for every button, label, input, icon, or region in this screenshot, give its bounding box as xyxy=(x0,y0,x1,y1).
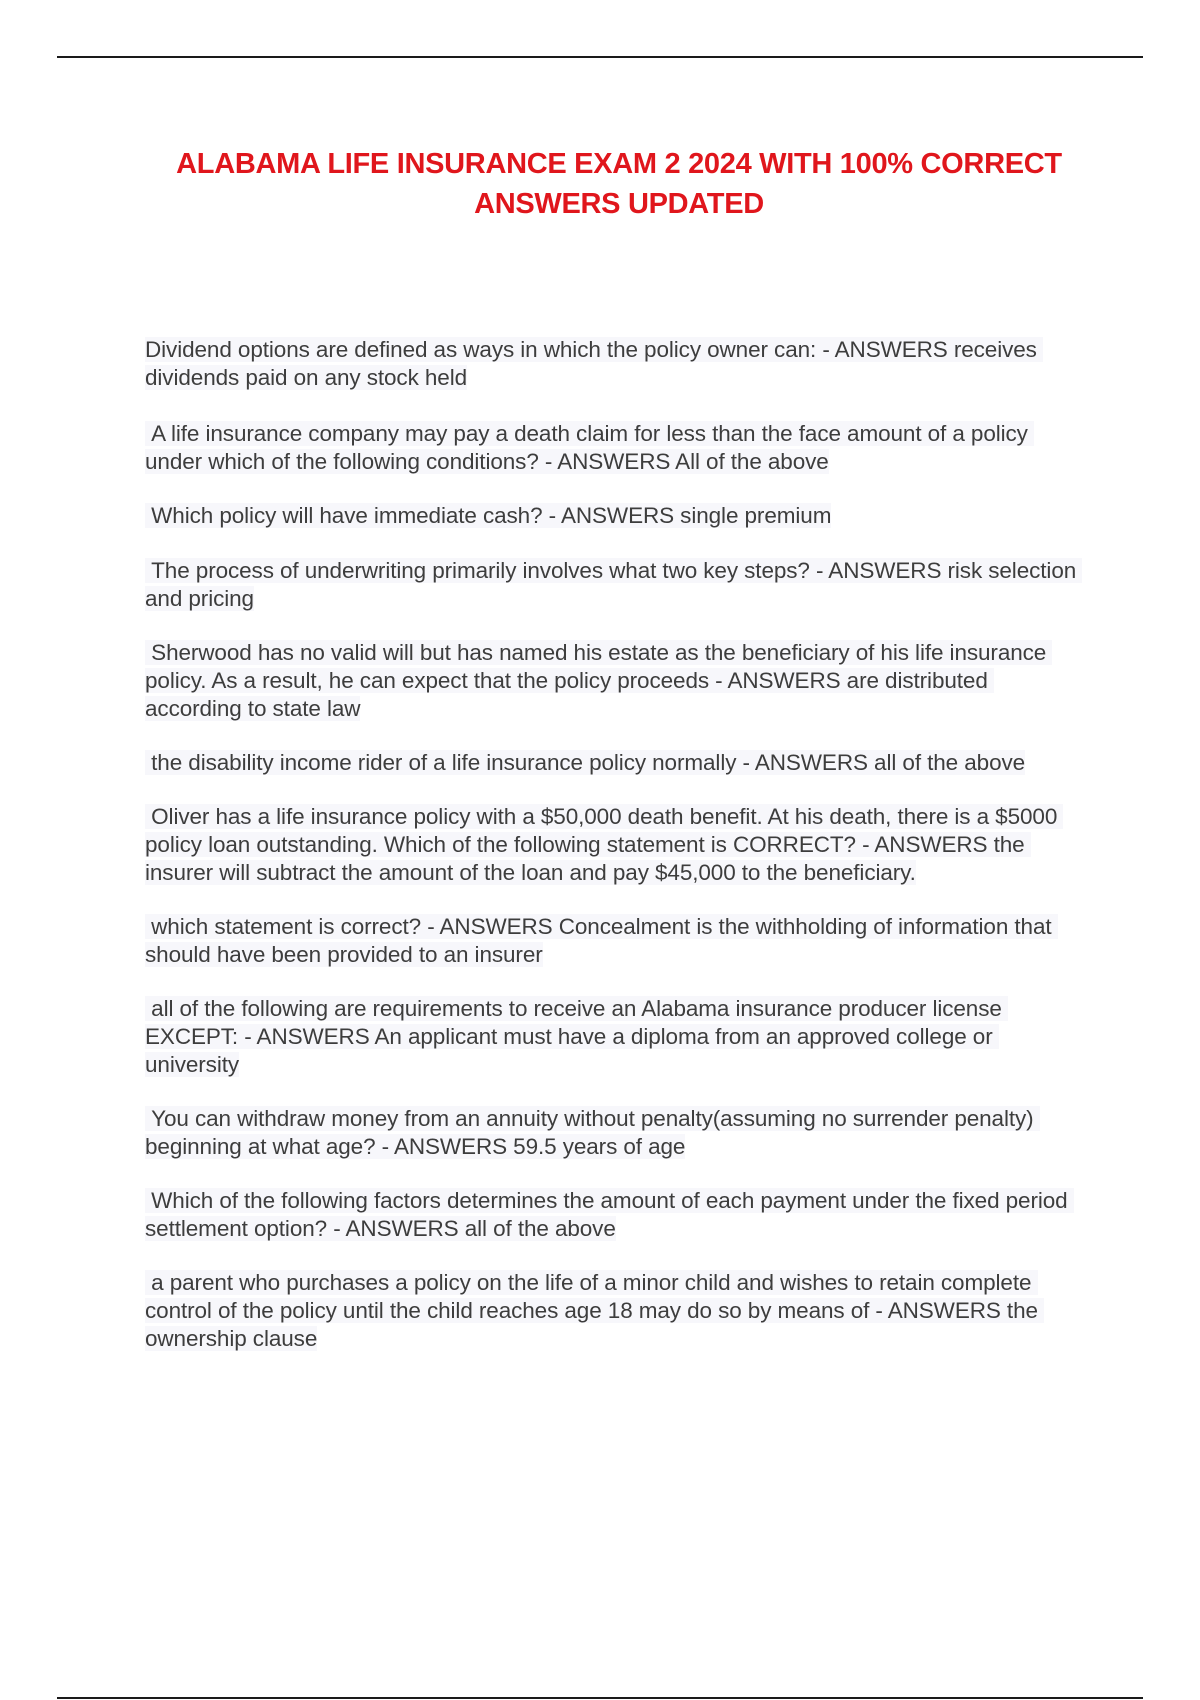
qa-text: Sherwood has no valid will but has named his estate as the beneficiary of his life insurance policy. As a result, he can expect that the policy proceeds - ANSWERS are distributed according to state law xyxy=(145,640,1053,721)
document-title: ALABAMA LIFE INSURANCE EXAM 2 2024 WITH 100% CORRECT ANSWERS UPDATED xyxy=(176,148,1062,220)
qa-text: Which of the following factors determines the amount of each payment under the fixed period settlement option? - ANSWERS all of the above xyxy=(145,1188,1074,1241)
qa-item xyxy=(145,995,1085,1079)
qa-text: The process of underwriting primarily involves what two key steps? - ANSWERS risk selection and pricing xyxy=(145,558,1083,611)
qa-text: A life insurance company may pay a death claim for less than the face amount of a policy under which of the following conditions? - ANSWERS All of the above xyxy=(145,421,1034,474)
qa-text: all of the following are requirements to receive an Alabama insurance producer license EXCEPT: - ANSWERS An applicant must have a diploma from an approved college or university xyxy=(145,996,1008,1077)
qa-text: a parent who purchases a policy on the life of a minor child and wishes to retain complete control of the policy until the child reaches age 18 may do so by means of - ANSWERS the ownership clause xyxy=(145,1270,1045,1351)
qa-text: Dividend options are defined as ways in which the policy owner can: - ANSWERS receives dividends paid on any stock held xyxy=(145,337,1043,390)
qa-item xyxy=(145,803,1085,887)
qa-item xyxy=(145,1269,1085,1353)
qa-text: Which policy will have immediate cash? - ANSWERS single premium xyxy=(145,503,832,528)
qa-item xyxy=(145,913,1085,969)
header-rule xyxy=(57,56,1143,58)
qa-item xyxy=(145,420,1085,476)
qa-item xyxy=(145,336,1085,392)
qa-text: the disability income rider of a life insurance policy normally - ANSWERS all of the above xyxy=(145,750,1026,775)
qa-list xyxy=(145,310,1085,1353)
footer-rule xyxy=(57,1697,1143,1699)
qa-item xyxy=(145,1187,1085,1243)
qa-item xyxy=(145,639,1085,723)
qa-text: Oliver has a life insurance policy with a $50,000 death benefit. At his death, there is a $5000 policy loan outstanding. Which of the following statement is CORRECT? - ANSWERS the insurer will subtract the amount of the loan and pay $45,000 to the beneficiary. xyxy=(145,804,1064,885)
qa-item xyxy=(145,557,1085,613)
qa-text: which statement is correct? - ANSWERS Concealment is the withholding of information that should have been provided to an insurer xyxy=(145,914,1058,967)
qa-item xyxy=(145,749,1085,777)
qa-item xyxy=(145,502,1085,530)
qa-item xyxy=(145,1105,1085,1161)
qa-text: You can withdraw money from an annuity without penalty(assuming no surrender penalty) beginning at what age? - ANSWERS 59.5 years of age xyxy=(145,1106,1040,1159)
